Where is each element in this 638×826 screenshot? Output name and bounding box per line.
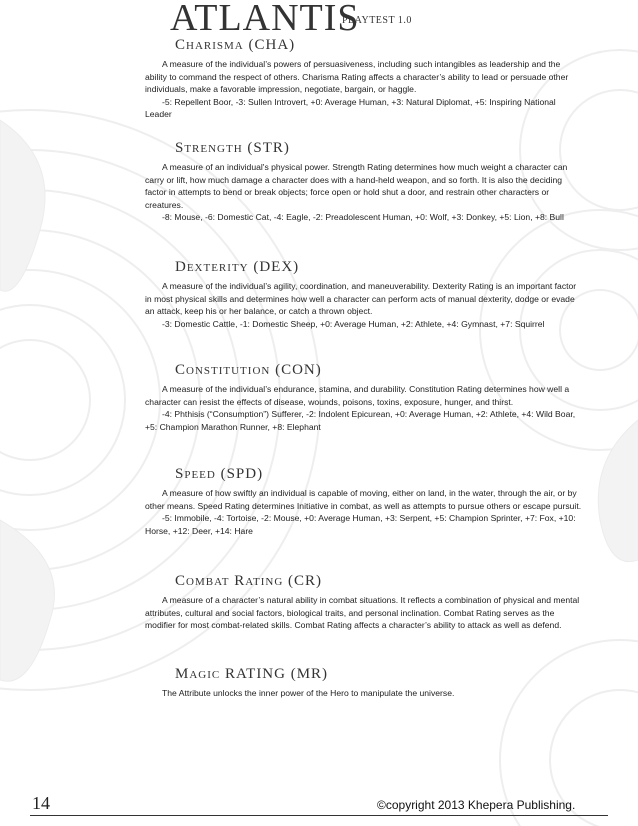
section-description: The Attribute unlocks the inner power of the Hero to manipulate the universe. — [162, 688, 455, 698]
copyright-notice: ©copyright 2013 Khepera Publishing. — [377, 798, 576, 812]
section-description: A measure of the individual’s endurance, stamina, and durability. Constitution Rating determines how well a character can resist the effects of disease, wounds, poisons, toxins, exposure, hunger, and thirst. — [145, 384, 570, 407]
section-dexterity — [145, 259, 583, 330]
section-title: Combat Rating (CR) — [175, 573, 323, 589]
section-scale: -3: Domestic Cattle, -1: Domestic Sheep, +0: Average Human, +2: Athlete, +4: Gymnast, +7: Squirrel — [162, 318, 545, 329]
section-constitution — [145, 362, 583, 433]
section-title: Charisma (CHA) — [175, 37, 296, 53]
section-title: Dexterity (DEX) — [175, 259, 300, 275]
atlantis-logo: ATLANTIS — [170, 0, 360, 39]
section-description: A measure of a character’s natural ability in combat situations. It reflects a combination of physical and mental attributes, cultural and social factors, biological traits, and personal inclination. Combat Rating serves as the modifier for most combat-related skills. Combat Rating affects a character’s ability to attack as well as defend. — [145, 595, 580, 631]
section-charisma — [145, 37, 583, 121]
section-description: A measure of an individual's physical power. Strength Rating determines how much weight a character can carry or lift, how much damage a character does with a hand-held weapon, and so forth. It is also the deciding factor in attempts to bend or break objects; force open or hold shut a door, and restrain other characters or creatures. — [145, 162, 568, 210]
section-scale: -5: Repellent Boor, -3: Sullen Introvert, +0: Average Human, +3: Natural Diplomat, +5: Inspiring National Leader — [145, 96, 556, 120]
section-description: A measure of how swiftly an individual is capable of moving, either on land, in the water, through the air, or by other means. Speed Rating determines Initiative in combat, as well as attempts to pursue others or escape pursuit. — [145, 488, 582, 511]
section-title: Speed (SPD) — [175, 466, 264, 482]
section-scale: -8: Mouse, -6: Domestic Cat, -4: Eagle, -2: Preadolescent Human, +0: Wolf, +3: Donkey, +5: Lion, +8: Bull — [162, 212, 564, 223]
edition-label: PLAYTEST 1.0 — [342, 15, 412, 26]
footer-rule — [30, 815, 608, 816]
section-combat-rating — [145, 573, 583, 632]
section-title: Strength (STR) — [175, 140, 290, 156]
section-scale: -4: Phthisis (“Consumption”) Sufferer, -2: Indolent Epicurean, +0: Average Human, +2: Athlete, +4: Wild Boar, +5: Champion Marathon Runner, +8: Elephant — [145, 409, 576, 432]
section-description: A measure of the individual’s agility, coordination, and maneuverability. Dexterity Rating is an important factor in most physical skills and determines how well a character can perform acts of manual dexterity, dodge or evade an attack, keep his or her balance, or catch a thrown object. — [145, 281, 577, 317]
section-strength — [145, 140, 583, 224]
section-title: Magic RATING (MR) — [175, 666, 329, 682]
section-scale: -5: Immobile, -4: Tortoise, -2: Mouse, +0: Average Human, +3: Serpent, +5: Champion Sprinter, +7: Fox, +10: Horse, +12: Deer, +14: Hare — [145, 513, 576, 536]
page-number: 14 — [32, 793, 50, 813]
section-title: Constitution (CON) — [175, 362, 322, 378]
section-magic-rating — [145, 666, 583, 700]
section-description: A measure of the individual’s powers of persuasiveness, including such intangibles as leadership and the ability to command the respect of others. Charisma Rating affects a character’s ability to lead or persuade other individuals, make a favorable impression, negotiate, bargain, or haggle. — [145, 59, 569, 95]
section-speed — [145, 466, 583, 537]
